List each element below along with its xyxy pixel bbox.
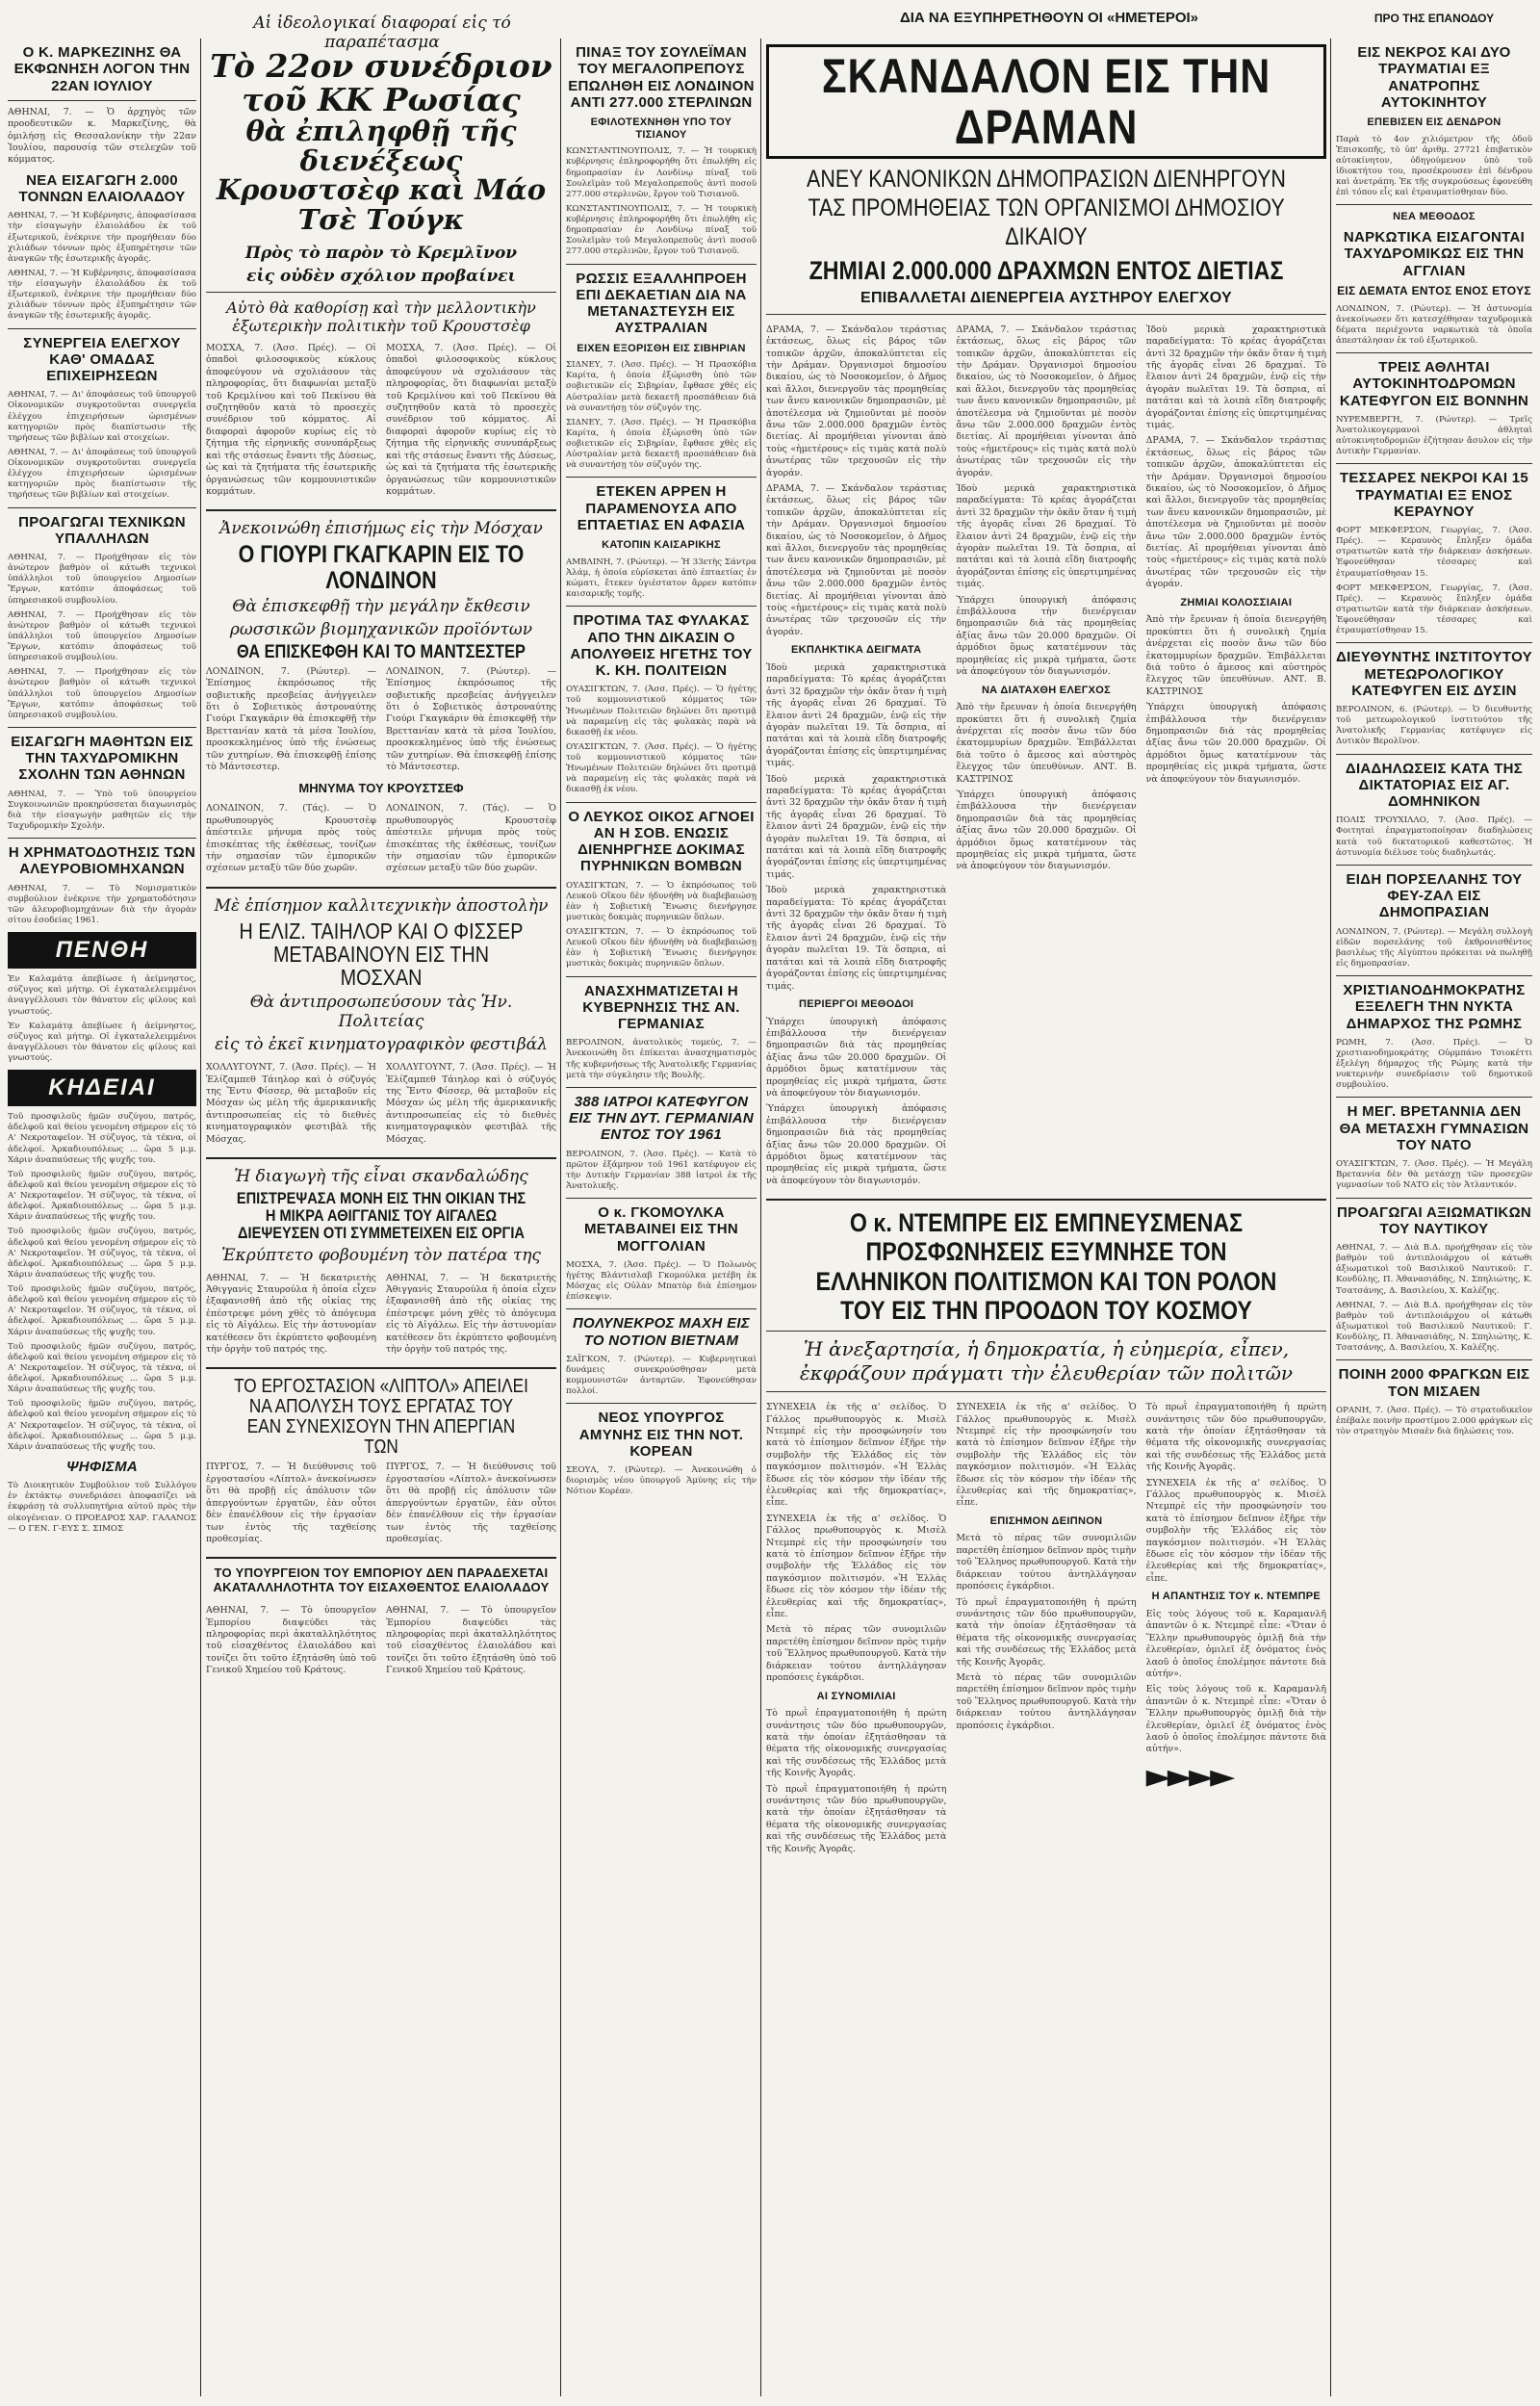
headline: ΔΙΕΥΘΥΝΤΗΣ ΙΝΣΤΙΤΟΥΤΟΥ ΜΕΤΕΩΡΟΛΟΓΙΚΟΥ ΚΑΤΕΦΥΓΕΝ ΕΙΣ ΔΥΣΙΝ [1336,649,1532,699]
col3-top-label: ΔΙΑ ΝΑ ΕΞΥΠΗΡΕΤΗΘΟΥΝ ΟΙ «ΗΜΕΤΕΡΟΙ» [899,10,1199,26]
article-text: ΒΕΡΟΛΙΝΟΝ, 7. (Ἀσσ. Πρές). — Κατὰ τὸ πρῶτον ἑξάμηνον τοῦ 1961 κατέφυγον εἰς τὴν Δυτικὴν Γερμανίαν 388 ἰατροὶ ἐκ τῆς Ἀνατολικῆς. [566,1149,757,1191]
headline: ΠΡΟΤΙΜΑ ΤΑΣ ΦΥΛΑΚΑΣ ΑΠΟ ΤΗΝ ΔΙΚΑΣΙΝ Ο ΑΠΟΛΥΘΕΙΣ ΗΓΕΤΗΣ ΤΟΥ Κ. ΚΗ. ΠΟΛΙΤΕΙΩΝ [570,612,753,680]
headline: ΝΕΟΣ ΥΠΟΥΡΓΟΣ ΑΜΥΝΗΣ ΕΙΣ ΤΗΝ ΝΟΤ. ΚΟΡΕΑΝ [578,1410,744,1460]
article-text: Τοῦ προσφιλοῦς ἡμῶν συζύγου, πατρός, ἀδελφοῦ καὶ θείου γενομένη σήμερον εἰς τὸ Α' Νεκροταφεῖον. Ἡ σύζυγος, τὰ τέκνα, οἱ ἀδελφοί. Ἀρκαδιουπόλεως ... ὥρα 5 μ.μ. Χάριν ἀναπαύσεως τῆς ψυχῆς του. [8,1341,196,1395]
column-5 [1336,39,1532,2396]
headline: Η ΜΕΓ. ΒΡΕΤΑΝΝΙΑ ΔΕΝ ΘΑ ΜΕΤΑΣΧΗ ΓΥΜΝΑΣΙΩΝ ΤΟΥ ΝΑΤΟ [1339,1103,1529,1153]
article-text: Ἰδοὺ μερικὰ χαρακτηριστικὰ παραδείγματα: Τὸ κρέας ἀγοράζεται ἀντὶ 32 δραχμῶν τὴν ὀκᾶν ὅταν ἡ τιμὴ τῆς ἀγορᾶς εἶναι 26 δραχμαί. Τὸ ἔλαιον ἀντὶ 24 δραχμῶν, ἐνῷ εἰς τὴν ἀγορὰν πωλεῖται 19. Τὰ ὄσπρια, αἱ πατάται καὶ τὰ λοιπὰ εἴδη διατροφῆς ἀγοράζονται ἐπίσης εἰς ὑπερτιμημένας τιμάς. [956,483,1137,590]
continuation-arrows: ►►►► [1145,1756,1232,1796]
article-text: ΣΥΝΕΧΕΙΑ ἐκ τῆς α' σελίδος. Ὁ Γάλλος πρωθυπουργὸς κ. Μισὲλ Ντεμπρὲ εἰς τὴν προσφώνησίν του κατὰ τὸ ἐπίσημον δεῖπνον ἐξῆρε τὴν συμβολὴν τῆς Ἑλλάδος εἰς τὸν παγκόσμιον πολιτισμόν. «Ἡ Ἑλλὰς ἔδωσε εἰς τὸν κόσμον τὴν ἰδέαν τῆς ἐλευθερίας καὶ τῆς δημοκρατίας», εἶπε. [766,1402,947,1509]
article-text: Ἐν Καλαμάτᾳ ἀπεβίωσε ἡ ἀείμνηστος, σύζυγος καὶ μήτηρ. Οἱ ἐγκαταλελειμμένοι ἀναγγέλλουσι τὸν θάνατον εἰς φίλους καὶ γνωστούς. [8,974,196,1017]
headline: ΠΡΟΑΓΩΓΑΙ ΤΕΧΝΙΚΩΝ ΥΠΑΛΛΗΛΩΝ [18,513,186,547]
headline: Ο ΛΕΥΚΟΣ ΟΙΚΟΣ ΑΓΝΟΕΙ ΑΝ Η ΣΟΒ. ΕΝΩΣΙΣ ΔΙΕΝΗΡΓΗΣΕ ΔΟΚΙΜΑΣ ΠΥΡΗΝΙΚΩΝ ΒΟΜΒΩΝ [568,808,755,875]
headline: ΧΡΙΣΤΙΑΝΟΔΗΜΟΚΡΑΤΗΣ ΕΞΕΛΕΓΗ ΤΗΝ ΝΥΚΤΑ ΔΗΜΑΡΧΟΣ ΤΗΣ ΡΩΜΗΣ [1343,982,1526,1032]
article-text: ΑΘΗΝΑΙ, 7. — Ἡ δεκατριετὴς Ἀθιγγανὶς Σταυρούλα ἡ ὁποία εἶχεν ἐξαφανισθῆ ἀπὸ τῆς οἰκίας της ἐπέστρεψε μόνη χθὲς τὸ ἀπόγευμα εἰς τὸ Αἰγάλεω. Εἰς τὴν ἀστυνομίαν κατέθεσεν ὅτι ἐκρύπτετο φοβουμένη τὴν ὀργὴν τοῦ πατρός της. [386,1272,556,1356]
headline: 388 ΙΑΤΡΟΙ ΚΑΤΕΦΥΓΟΝ ΕΙΣ ΤΗΝ ΔΥΤ. ΓΕΡΜΑΝΙΑΝ ΕΝΤΟΣ ΤΟΥ 1961 [569,1093,754,1144]
article-text: Εἰς τοὺς λόγους τοῦ κ. Καραμανλῆ ἀπαντῶν ὁ κ. Ντεμπρὲ εἶπε: «Ὅταν ὁ Ἕλλην πρωθυπουργὸς ὁμιλῇ διὰ τὴν ἐλευθερίαν, ὁμιλεῖ ἐξ ὀνόματος ἑνὸς λαοῦ ὁ ὁποῖος ἐπολέμησε πάντοτε διὰ αὐτήν». [1145,1684,1326,1755]
article-text: Τὸ πρωῒ ἐπραγματοποιήθη ἡ πρώτη συνάντησις τῶν δύο πρωθυπουργῶν, κατὰ τὴν ὁποίαν ἐξητάσθησαν τὰ θέματα τῆς οἰκονομικῆς συνεργασίας καὶ τῆς συνδέσεως τῆς Ἑλλάδος μετὰ τῆς Κοινῆς Ἀγορᾶς. [956,1596,1137,1668]
headline-main-left: θὰ ἐπιληφθῇ τῆς διενέξεως [245,115,517,177]
article-text: ΟΥΑΣΙΓΚΤΩΝ, 7. (Ἀσσ. Πρές). — Ἡ Μεγάλη Βρεταννία δὲν θὰ μετάσχῃ τῶν προσεχῶν γυμνασίων τοῦ ΝΑΤΟ εἰς τὸν Ἀτλαντικόν. [1336,1159,1532,1191]
article-text: ΟΥΑΣΙΓΚΤΩΝ, 7. (Ἀσσ. Πρές). — Ὁ ἡγέτης τοῦ κομμουνιστικοῦ κόμματος τῶν Ἡνωμένων Πολιτειῶν δηλώνει ὅτι προτιμᾷ νὰ παραμείνῃ εἰς τὰς φυλακὰς παρὰ νὰ δικασθῇ ἐκ νέου. [566,741,757,795]
column-rule [200,39,201,2396]
column-rule [1330,39,1331,2396]
article-text: ΑΘΗΝΑΙ, 7. — Δι' ἀποφάσεως τοῦ ὑπουργοῦ Οἰκονομικῶν συγκροτοῦνται συνεργεῖα ἐλέγχου ἐπιχειρήσεων ὡρισμένων κατηγοριῶν πρὸς διαπίστωσιν τῆς τηρήσεως τῶν βιβλίων καὶ στοιχείων. [8,390,196,443]
subheadline: εἰς οὐδὲν σχόλιον προβαίνει [246,267,516,287]
article-text: ΚΩΝΣΤΑΝΤΙΝΟΥΠΟΛΙΣ, 7. — Ἡ τουρκικὴ κυβέρνησις ἐπληροφορήθη ὅτι ἐπωλήθη εἰς δημοπρασίαν ἐν Λονδίνῳ πίναξ τοῦ Σουλεϊμὰν τοῦ Μεγαλοπρεποῦς ἀντὶ ποσοῦ 277.000 στερλινῶν, ἔργον τοῦ Τισιανοῦ. [566,146,757,199]
headline: Ο κ. ΓΚΟΜΟΥΛΚΑ ΜΕΤΑΒΑΙΝΕΙ ΕΙΣ ΤΗΝ ΜΟΓΓΟΛΙΑΝ [584,1204,738,1255]
article-text: ΣΥΝΕΧΕΙΑ ἐκ τῆς α' σελίδος. Ὁ Γάλλος πρωθυπουργὸς κ. Μισὲλ Ντεμπρὲ εἰς τὴν προσφώνησίν του κατὰ τὸ ἐπίσημον δεῖπνον ἐξῆρε τὴν συμβολὴν τῆς Ἑλλάδος εἰς τὸν παγκόσμιον πολιτισμόν. «Ἡ Ἑλλὰς ἔδωσε εἰς τὸν κόσμον τὴν ἰδέαν τῆς ἐλευθερίας καὶ τῆς δημοκρατίας», εἶπε. [1145,1477,1326,1584]
article-text: ΟΥΑΣΙΓΚΤΩΝ, 7. (Ἀσσ. Πρές). — Ὁ ἡγέτης τοῦ κομμουνιστικοῦ κόμματος τῶν Ἡνωμένων Πολιτειῶν δηλώνει ὅτι προτιμᾷ νὰ παραμείνῃ εἰς τὰς φυλακὰς παρὰ νὰ δικασθῇ ἐκ νέου. [566,685,757,737]
headline: ΡΩΣΣΙΣ ΕΞΑΛΛΗΠΡΟΕΗ ΕΠΙ ΔΕΚΑΕΤΙΑΝ ΔΙΑ ΝΑ ΜΕΤΑΝΑΣΤΕΥΣΗ ΕΙΣ ΑΥΣΤΡΑΛΙΑΝ [576,270,747,337]
article-text: ΔΡΑΜΑ, 7. — Σκάνδαλον τεράστιας ἐκτάσεως, ὅλως εἰς βάρος τῶν τοπικῶν ἀρχῶν, ἀποκαλύπτεται εἰς τὴν Δράμαν. Ὀργανισμοὶ δημοσίου δικαίου, ὡς τὸ Νοσοκομεῖον, ὁ Δῆμος καὶ ἄλλοι, διενεργοῦν τὰς προμηθείας των ἄνευ κανονικῶν δημοπρασιῶν, μὲ ἀποτέλεσμα νὰ ζημιοῦνται μὲ ποσὸν ἄνω τῶν 2.000.000 δραχμῶν ἐντὸς διετίας. Αἱ προμήθειαι γίνονται ἀπὸ τοὺς «ἡμετέρους» εἰς τιμὰς κατὰ πολὺ ἀνωτέρας τῶν τρεχουσῶν εἰς τὴν ἀγοράν. [956,323,1137,479]
subheadline: ΑΝΕΥ ΚΑΝΟΝΙΚΩΝ ΔΗΜΟΠΡΑΣΙΩΝ ΔΙΕΝΗΡΓΟΥΝ ΤΑΣ ΠΡΟΜΗΘΕΙΑΣ ΤΩΝ ΟΡΓΑΝΙΣΜΟΙ ΔΗΜΟΣΙΟΥ ΔΙΚΑΙΟΥ [807,166,1286,250]
article-text: ΛΟΝΔΙΝΟΝ, 7. (Ρώυτερ). — Ἡ ἀστυνομία ἀνεκοίνωσεν ὅτι κατεσχέθησαν ταχυδρομικὰ δέματα περιέχοντα ναρκωτικὰ τὰ ὁποῖα ἀπεστάλησαν ἐκ τοῦ ἐξωτερικοῦ. [1336,303,1532,346]
article-text: ΧΟΛΛΥΓΟΥΝΤ, 7. (Ἀσσ. Πρές). — Ἡ Ἐλίζαμπεθ Τάιηλορ καὶ ὁ σύζυγός της Ἔντυ Φίσσερ, θὰ μεταβοῦν εἰς Μόσχαν ὡς μέλη τῆς ἀμερικανικῆς ἀντιπροσωπείας εἰς τὸ διεθνὲς κινηματογραφικὸν φεστιβὰλ τῆς Μόσχας. [386,1062,556,1145]
section-subhead: ΖΗΜΙΑΙ ΚΟΛΟΣΣΙΑΙΑΙ [1180,596,1293,608]
pull-quote: Ἡ ἀνεξαρτησία, ἡ δημοκρατία, ἡ εὐημερία, εἶπεν, ἐκφράζουν πράγματι τὴν ἐλευθερίαν τῶν πολιτῶν [799,1337,1294,1385]
article-text: ΑΜΒΛΙΝΗ, 7. (Ρώυτερ). — Ἡ 33ετὴς Σάντρα Ἀλάμ, ἡ ὁποία εὑρίσκεται ἀπὸ ἑπταετίας ἐν κώματι, ἔτεκεν ὑγιέστατον ἄρρεν κατόπιν καισαρικῆς τομῆς. [566,556,757,600]
article-text: Ὑπάρχει ὑπουργικὴ ἀπόφασις ἐπιβάλλουσα τὴν διενέργειαν δημοπρασιῶν διὰ τὰς προμηθείας ἀξίας ἄνω τῶν 20.000 δραχμῶν. Οἱ ἁρμόδιοι ὅμως κατατέμνουν τὰς προμηθείας εἰς μικρὰ τμήματα, ὥστε νὰ ἀποφεύγουν τὸν διαγωνισμόν. [766,1103,947,1186]
main-column [766,39,1326,2396]
main-headline: ΣΚΑΝΔΑΛΟΝ ΕΙΣ ΤΗΝ ΔΡΑΜΑΝ [821,49,1271,154]
article-text: Μετὰ τὸ πέρας τῶν συνομιλιῶν παρετέθη ἐπίσημον δεῖπνον πρὸς τιμὴν τοῦ Ἕλληνος πρωθυπουργοῦ. Κατὰ τὴν διάρκειαν τούτου ἀντηλλάγησαν προπόσεις ἐγκάρδιοι. [766,1624,947,1684]
article-text: Ἰδοὺ μερικὰ χαρακτηριστικὰ παραδείγματα: Τὸ κρέας ἀγοράζεται ἀντὶ 32 δραχμῶν τὴν ὀκᾶν ὅταν ἡ τιμὴ τῆς ἀγορᾶς εἶναι 26 δραχμαί. Τὸ ἔλαιον ἀντὶ 24 δραχμῶν, ἐνῷ εἰς τὴν ἀγορὰν πωλεῖται 19. Τὰ ὄσπρια, αἱ πατάται καὶ τὰ λοιπὰ εἴδη διατροφῆς ἀγοράζονται ἐπίσης εἰς ὑπερτιμημένας τιμάς. [766,773,947,880]
article-text: ΣΥΝΕΧΕΙΑ ἐκ τῆς α' σελίδος. Ὁ Γάλλος πρωθυπουργὸς κ. Μισὲλ Ντεμπρὲ εἰς τὴν προσφώνησίν του κατὰ τὸ ἐπίσημον δεῖπνον ἐξῆρε τὴν συμβολὴν τῆς Ἑλλάδος εἰς τὸν παγκόσμιον πολιτισμόν. «Ἡ Ἑλλὰς ἔδωσε εἰς τὸν κόσμον τὴν ἰδέαν τῆς ἐλευθερίας καὶ τῆς δημοκρατίας», εἶπε. [956,1402,1137,1509]
article-text: Ὑπάρχει ὑπουργικὴ ἀπόφασις ἐπιβάλλουσα τὴν διενέργειαν δημοπρασιῶν διὰ τὰς προμηθείας ἀξίας ἄνω τῶν 20.000 δραχμῶν. Οἱ ἁρμόδιοι ὅμως κατατέμνουν τὰς προμηθείας εἰς μικρὰ τμήματα, ὥστε νὰ ἀποφεύγουν τὸν διαγωνισμόν. [1145,702,1326,785]
article-text: Ἰδοὺ μερικὰ χαρακτηριστικὰ παραδείγματα: Τὸ κρέας ἀγοράζεται ἀντὶ 32 δραχμῶν τὴν ὀκᾶν ὅταν ἡ τιμὴ τῆς ἀγορᾶς εἶναι 26 δραχμαί. Τὸ ἔλαιον ἀντὶ 24 δραχμῶν, ἐνῷ εἰς τὴν ἀγορὰν πωλεῖται 19. Τὰ ὄσπρια, αἱ πατάται καὶ τὰ λοιπὰ εἴδη διατροφῆς ἀγοράζονται ἐπίσης εἰς ὑπερτιμημένας τιμάς. [766,885,947,992]
headline: Η ΕΛΙΖ. ΤΑΙΗΛΟΡ ΚΑΙ Ο ΦΙΣΣΕΡ ΜΕΤΑΒΑΙΝΟΥΝ ΕΙΣ ΤΗΝ ΜΟΣΧΑΝ [239,918,524,991]
subheadline: ΕΠΕΒΙΣΕΝ ΕΙΣ ΔΕΝΔΡΟΝ [1367,116,1502,128]
article-text: Ἰδοὺ μερικὰ χαρακτηριστικὰ παραδείγματα: Τὸ κρέας ἀγοράζεται ἀντὶ 32 δραχμῶν τὴν ὀκᾶν ὅταν ἡ τιμὴ τῆς ἀγορᾶς εἶναι 26 δραχμαί. Τὸ ἔλαιον ἀντὶ 24 δραχμῶν, ἐνῷ εἰς τὴν ἀγορὰν πωλεῖται 19. Τὰ ὄσπρια, αἱ πατάται καὶ τὰ λοιπὰ εἴδη διατροφῆς ἀγοράζονται ἐπίσης εἰς ὑπερτιμημένας τιμάς. [766,661,947,769]
column-3 [566,39,757,2396]
article-text: ΑΘΗΝΑΙ, 7. — Προήχθησαν εἰς τὸν ἀνώτερον βαθμὸν οἱ κάτωθι τεχνικοὶ ὑπάλληλοι τοῦ ὑπουργείου Δημοσίων Ἔργων, κατόπιν ἀποφάσεως τοῦ ὑπηρεσιακοῦ συμβουλίου. [8,553,196,606]
article-text: ΑΘΗΝΑΙ, 7. — Ἡ Κυβέρνησις, ἀποφασίσασα τὴν εἰσαγωγὴν ἐλαιολάδου ἐκ τοῦ ἐξωτερικοῦ, ἐνέκρινε τὴν προμήθειαν δύο χιλιάδων τόννων πρὸς ἐξυπηρέτησιν τῶν ἀναγκῶν τῆς ἐσωτερικῆς ἀγορᾶς. [8,268,196,322]
article-text: Τὸ πρωῒ ἐπραγματοποιήθη ἡ πρώτη συνάντησις τῶν δύο πρωθυπουργῶν, κατὰ τὴν ὁποίαν ἐξητάσθησαν τὰ θέματα τῆς οἰκονομικῆς συνεργασίας καὶ τῆς συνδέσεως τῆς Ἑλλάδος μετὰ τῆς Κοινῆς Ἀγορᾶς. [1145,1402,1326,1473]
article-text: ΒΕΡΟΛΙΝΟΝ, 6. (Ρώυτερ). — Ὁ διευθυντὴς τοῦ μετεωρολογικοῦ ἰνστιτούτου τῆς Ἀνατολικῆς Γερμανίας κατέφυγεν εἰς Δυτικὸν Βερολῖνον. [1336,705,1532,747]
article-text: ΑΘΗΝΑΙ, 7. — Προήχθησαν εἰς τὸν ἀνώτερον βαθμὸν οἱ κάτωθι τεχνικοὶ ὑπάλληλοι τοῦ ὑπουργείου Δημοσίων Ἔργων, κατόπιν ἀποφάσεως τοῦ ὑπηρεσιακοῦ συμβουλίου. [8,609,196,663]
article-text: Τοῦ προσφιλοῦς ἡμῶν συζύγου, πατρός, ἀδελφοῦ καὶ θείου γενομένη σήμερον εἰς τὸ Α' Νεκροταφεῖον. Ἡ σύζυγος, τὰ τέκνα, οἱ ἀδελφοί. Ἀρκαδιουπόλεως ... ὥρα 5 μ.μ. Χάριν ἀναπαύσεως τῆς ψυχῆς του. [8,1227,196,1280]
headline-debre: Ο κ. ΝΤΕΜΠΡΕ ΕΙΣ ΕΜΠΝΕΥΣΜΕΝΑΣ ΠΡΟΣΦΩΝΗΣΕΙΣ ΕΞΥΜΝΗΣΕ ΤΟΝ ΕΛΛΗΝΙΚΟΝ ΠΟΛΙΤΙΣΜΟΝ ΚΑΙ ΤΟΝ ΡΟΛΟΝ ΤΟΥ ΕΙΣ ΤΗΝ ΠΡΟΟΔΟΝ ΤΟΥ ΚΟΣΜΟΥ [815,1208,1277,1325]
article-text: Τὸ Διοικητικὸν Συμβούλιον τοῦ Συλλόγου ἐν ἐκτάκτῳ συνεδριάσει ἀποφασίζει νὰ ἐκφράσῃ τὰ συλλυπητήρια αὐτοῦ πρὸς τὴν οἰκογένειαν. Ο ΠΡΟΕΔΡΟΣ ΧΑΡ. ΓΑΛΑΝΟΣ — Ο ΓΕΝ. Γ-ΕΥΣ Σ. ΣΙΜΟΣ [8,1481,196,1534]
article-text: Μετὰ τὸ πέρας τῶν συνομιλιῶν παρετέθη ἐπίσημον δεῖπνον πρὸς τιμὴν τοῦ Ἕλληνος πρωθυπουργοῦ. Κατὰ τὴν διάρκειαν τούτου ἀντηλλάγησαν προπόσεις ἐγκάρδιοι. [956,1671,1137,1731]
article-text: ΑΘΗΝΑΙ, 7. — Ἡ Κυβέρνησις, ἀποφασίσασα τὴν εἰσαγωγὴν ἐλαιολάδου ἐκ τοῦ ἐξωτερικοῦ, ἐνέκρινε τὴν προμήθειαν δύο χιλιάδων τόννων πρὸς ἐξυπηρέτησιν τῶν ἀναγκῶν τῆς ἐσωτερικῆς ἀγορᾶς. [8,211,196,264]
article-text: ΜΟΣΧΑ, 7. (Ἀσσ. Πρές). — Οἱ ὁπαδοὶ φιλοσοφικοὺς κύκλους ἀποφεύγουν νὰ σχολιάσουν τὰς πληροφορίας, ὅτι διαφωνίαι μεταξὺ τοῦ Κρεμλίνου καὶ τοῦ Πεκίνου θὰ συζητηθοῦν κατὰ τὸ προσεχὲς συνέδριον τοῦ κόμματος. Αἱ διαφοραὶ ἀφοροῦν κυρίως εἰς τὸ ζήτημα τῆς εἰρηνικῆς συνυπάρξεως καὶ τῆς στάσεως ἔναντι τῆς Δύσεως, ὡς καὶ τὰ ζητήματα τῆς ἐσωτερικῆς ὀργανώσεως τῶν κομμουνιστικῶν κομμάτων. [386,343,556,497]
section-subhead: ΕΚΠΛΗΚΤΙΚΑ ΔΕΙΓΜΑΤΑ [790,644,922,657]
headline: ΝΕΑ ΕΙΣΑΓΩΓΗ 2.000 ΤΟΝΝΩΝ ΕΛΑΙΟΛΑΔΟΥ [18,171,186,206]
subheadline: ΜΗΝΥΜΑ ΤΟΥ ΚΡΟΥΣΤΣΕΦ [298,781,464,796]
article-text: Ἐν Καλαμάτᾳ ἀπεβίωσε ἡ ἀείμνηστος, σύζυγος καὶ μήτηρ. Οἱ ἐγκαταλελειμμένοι ἀναγγέλλουσι τὸν θάνατον εἰς φίλους καὶ γνωστούς. [8,1021,196,1064]
article-text: ΟΥΑΣΙΓΚΤΩΝ, 7. — Ὁ ἐκπρόσωπος τοῦ Λευκοῦ Οἴκου δὲν ἠδυνήθη νὰ διαβεβαιώσῃ ἐὰν ἡ Σοβιετικὴ Ἕνωσις διενήργησε μυστικὰς δοκιμὰς πυρηνικῶν ὅπλων. [566,880,757,922]
article-text: ΑΘΗΝΑΙ, 7. — Διὰ Β.Δ. προήχθησαν εἰς τὸν βαθμὸν τοῦ ἀντιπλοιάρχου οἱ κάτωθι ἀξιωματικοὶ τοῦ Βασιλικοῦ Ναυτικοῦ: Γ. Κονδύλης, Π. Ἀθανασιάδης, Ν. Σπηλιώτης, Κ. Τσατσάνης, Δ. Βασιλείου, Χ. Καλέζης. [1336,1300,1532,1354]
article-text: Εἰς τοὺς λόγους τοῦ κ. Καραμανλῆ ἀπαντῶν ὁ κ. Ντεμπρὲ εἶπε: «Ὅταν ὁ Ἕλλην πρωθυπουργὸς ὁμιλῇ διὰ τὴν ἐλευθερίαν, ὁμιλεῖ ἐξ ὀνόματος ἑνὸς λαοῦ ὁ ὁποῖος ἐπολέμησε πάντοτε διὰ αὐτήν». [1145,1608,1326,1679]
article-text: ΑΘΗΝΑΙ, 7. — Ἡ δεκατριετὴς Ἀθιγγανὶς Σταυρούλα ἡ ὁποία εἶχεν ἐξαφανισθῆ ἀπὸ τῆς οἰκίας της ἐπέστρεψε μόνη χθὲς τὸ ἀπόγευμα εἰς τὸ Αἰγάλεω. Εἰς τὴν ἀστυνομίαν κατέθεσεν ὅτι ἐκρύπτετο φοβουμένη τὴν ὀργὴν τοῦ πατρός της. [206,1272,376,1356]
article-text: ΜΟΣΧΑ, 7. (Ἀσσ. Πρές). — Οἱ ὁπαδοὶ φιλοσοφικοὺς κύκλους ἀποφεύγουν νὰ σχολιάσουν τὰς πληροφορίας, ὅτι διαφωνίαι μεταξὺ τοῦ Κρεμλίνου καὶ τοῦ Πεκίνου θὰ συζητηθοῦν κατὰ τὸ προσεχὲς συνέδριον τοῦ κόμματος. Αἱ διαφοραὶ ἀφοροῦν κυρίως εἰς τὸ ζήτημα τῆς εἰρηνικῆς συνυπάρξεως καὶ τῆς στάσεως ἔναντι τῆς Δύσεως, ὡς καὶ τὰ ζητήματα τῆς ἐσωτερικῆς ὀργανώσεως τῶν κομμουνιστικῶν κομμάτων. [206,343,376,497]
subheadline: ΖΗΜΙΑΙ 2.000.000 ΔΡΑΧΜΩΝ ΕΝΤΟΣ ΔΙΕΤΙΑΣ [808,256,1284,285]
article-text: Ὑπάρχει ὑπουργικὴ ἀπόφασις ἐπιβάλλουσα τὴν διενέργειαν δημοπρασιῶν διὰ τὰς προμηθείας ἀξίας ἄνω τῶν 20.000 δραχμῶν. Οἱ ἁρμόδιοι ὅμως κατατέμνουν τὰς προμηθείας εἰς μικρὰ τμήματα, ὥστε νὰ ἀποφεύγουν τὸν διαγωνισμόν. [766,1016,947,1099]
article-text: ΛΟΝΔΙΝΟΝ, 7. (Ρώυτερ). — Ἐπίσημος ἐκπρόσωπος τῆς σοβιετικῆς πρεσβείας ἀνήγγειλεν ὅτι ὁ Σοβιετικὸς ἀστροναύτης Γιούρι Γκαγκάριν θὰ ἐπισκεφθῇ τὴν Βρεττανίαν κατὰ τὰ μέσα Ἰουλίου, προσκεκλημένος ὑπὸ τῆς ἐνώσεως τῶν χυτηρίων. Θὰ ἐπισκεφθῇ ἐπίσης τὸ Μάντσεστερ. [386,665,556,772]
article-text: ΡΩΜΗ, 7. (Ἀσσ. Πρές). — Ὁ χριστιανοδημοκράτης Οὐρμπάνο Τσιοκέττι ἐξελέγη δήμαρχος τῆς Ρώμης κατὰ τὴν νυκτερινὴν συνεδρίασιν τοῦ δημοτικοῦ συμβουλίου. [1336,1037,1532,1091]
article-text: ΔΡΑΜΑ, 7. — Σκάνδαλον τεράστιας ἐκτάσεως, ὅλως εἰς βάρος τῶν τοπικῶν ἀρχῶν, ἀποκαλύπτεται εἰς τὴν Δράμαν. Ὀργανισμοὶ δημοσίου δικαίου, ὡς τὸ Νοσοκομεῖον, ὁ Δῆμος καὶ ἄλλοι, διενεργοῦν τὰς προμηθείας των ἄνευ κανονικῶν δημοπρασιῶν, μὲ ἀποτέλεσμα νὰ ζημιοῦνται μὲ ποσὸν ἄνω τῶν 2.000.000 δραχμῶν ἐντὸς διετίας. Αἱ προμήθειαι γίνονται ἀπὸ τοὺς «ἡμετέρους» εἰς τιμὰς κατὰ πολὺ ἀνωτέρας τῶν τρεχουσῶν εἰς τὴν ἀγοράν. [766,323,947,479]
article-text: ΠΥΡΓΟΣ, 7. — Ἡ διεύθυνσις τοῦ ἐργοστασίου «Λίπτολ» ἀνεκοίνωσεν ὅτι θὰ προβῇ εἰς ἀπόλυσιν τῶν ἀπεργούντων ἐργατῶν, ἐὰν οὗτοι δὲν ἐπανέλθουν εἰς τὴν ἐργασίαν των ἐντὸς τῆς ταχθείσης προθεσμίας. [206,1462,376,1544]
headline: Ο Κ. ΜΑΡΚΕΖΙΝΗΣ ΘΑ ΕΚΦΩΝΗΣΗ ΛΟΓΟΝ ΤΗΝ 22ΑΝ ΙΟΥΛΙΟΥ [13,44,191,94]
subheadline: ΕΙΧΕΝ ΕΞΟΡΙΣΘΗ ΕΙΣ ΣΙΒΗΡΙΑΝ [577,342,746,354]
subheadline: Θὰ ἀντιπροσωπεύσουν τὰς Ἡν. Πολιτείας [249,993,513,1032]
subheadline: Μὲ ἐπίσημον καλλιτεχνικὴν ἀποστολὴν [214,895,549,916]
article-text: Ὑπάρχει ὑπουργικὴ ἀπόφασις ἐπιβάλλουσα τὴν διενέργειαν δημοπρασιῶν διὰ τὰς προμηθείας ἀξίας ἄνω τῶν 20.000 δραχμῶν. Οἱ ἁρμόδιοι ὅμως κατατέμνουν τὰς προμηθείας εἰς μικρὰ τμήματα, ὥστε νὰ ἀποφεύγουν τὸν διαγωνισμόν. [956,789,1137,872]
article-text: Τοῦ προσφιλοῦς ἡμῶν συζύγου, πατρός, ἀδελφοῦ καὶ θείου γενομένη σήμερον εἰς τὸ Α' Νεκροταφεῖον. Ἡ σύζυγος, τὰ τέκνα, οἱ ἀδελφοί. Ἀρκαδιουπόλεως ... ὥρα 5 μ.μ. Χάριν ἀναπαύσεως τῆς ψυχῆς του. [8,1399,196,1452]
subheadline: Ἐκρύπτετο φοβουμένη τὸν πατέρα της [221,1245,541,1265]
headline: ΔΙΑΔΗΛΩΣΕΙΣ ΚΑΤΑ ΤΗΣ ΔΙΚΤΑΤΟΡΙΑΣ ΕΙΣ ΑΓ. ΔΟΜΗΝΙΚΟΝ [1345,760,1524,811]
main-headline-box [766,44,1326,159]
section-banner-penthi: ΠΕΝΘΗ [8,932,196,969]
section-subhead: ΠΕΡΙΕΡΓΟΙ ΜΕΘΟΔΟΙ [799,997,914,1010]
article-text: ΑΘΗΝΑΙ, 7. — Δι' ἀποφάσεως τοῦ ὑπουργοῦ Οἰκονομικῶν συγκροτοῦνται συνεργεῖα ἐλέγχου ἐπιχειρήσεων ὡρισμένων κατηγοριῶν πρὸς διαπίστωσιν τῆς τηρήσεως τῶν βιβλίων καὶ στοιχείων. [8,447,196,501]
article-text: Παρὰ τὸ 4ον χιλιόμετρον τῆς ὁδοῦ Ἐπισκοπῆς, τὸ ὑπ' ἀριθμ. 27721 ἐπιβατικὸν αὐτοκίνητον, ὁδηγούμενον ὑπὸ τοῦ ἰδιοκτήτου του, προσέκρουσεν ἐπὶ δένδρου καὶ ἀνετράπη. Ἐκ τῆς συγκρούσεως ἐφονεύθη ἐπὶ τόπου εἷς καὶ ἐτραυματίσθησαν δύο. [1336,134,1532,198]
article-text: ΛΟΝΔΙΝΟΝ, 7. (Ρώυτερ). — Ἐπίσημος ἐκπρόσωπος τῆς σοβιετικῆς πρεσβείας ἀνήγγειλεν ὅτι ὁ Σοβιετικὸς ἀστροναύτης Γιούρι Γκαγκάριν θὰ ἐπισκεφθῇ τὴν Βρεττανίαν κατὰ τὰ μέσα Ἰουλίου, προσκεκλημένος ὑπὸ τῆς ἐνώσεως τῶν χυτηρίων. Θὰ ἐπισκεφθῇ ἐπίσης τὸ Μάντσεστερ. [206,665,376,772]
column-1 [8,39,196,2396]
article-text: Μετὰ τὸ πέρας τῶν συνομιλιῶν παρετέθη ἐπίσημον δεῖπνον πρὸς τιμὴν τοῦ Ἕλληνος πρωθυπουργοῦ. Κατὰ τὴν διάρκειαν τούτου ἀντηλλάγησαν προπόσεις ἐγκάρδιοι. [956,1533,1137,1592]
section-subhead: Η ΑΠΑΝΤΗΣΙΣ ΤΟΥ κ. ΝΤΕΜΠΡΕ [1151,1591,1321,1603]
headline: ΕΙΔΗ ΠΟΡΣΕΛΑΝΗΣ ΤΟΥ ΦΕΥ-ΖΑΛ ΕΙΣ ΔΗΜΟΠΡΑΣΙΑΝ [1346,870,1523,921]
col5-top-label: ΠΡΟ ΤΗΣ ΕΠΑΝΟΔΟΥ [1373,12,1495,25]
headline: ΤΕΣΣΑΡΕΣ ΝΕΚΡΟΙ ΚΑΙ 15 ΤΡΑΥΜΑΤΙΑΙ ΕΞ ΕΝΟΣ ΚΕΡΑΥΝΟΥ [1339,470,1529,520]
article-text: ΑΘΗΝΑΙ, 7. — Τὸ ὑπουργεῖον Ἐμπορίου διαψεύδει τὰς πληροφορίας περὶ ἀκαταλληλότητος τοῦ εἰσαχθέντος ἐλαιολάδου καὶ τονίζει ὅτι τοῦτο ἐξητάσθη ὑπὸ τοῦ Γενικοῦ Χημείου τοῦ Κράτους. [206,1605,376,1676]
article-text: ΟΡΑΝΗ, 7. (Ἀσσ. Πρές). — Τὸ στρατοδικεῖον ἐπέβαλε ποινὴν προστίμου 2.000 φράγκων εἰς τὸν στρατηγὸν Μισαὲν διὰ δηλώσεις του. [1336,1405,1532,1437]
article-text: Τὸ πρωῒ ἐπραγματοποιήθη ἡ πρώτη συνάντησις τῶν δύο πρωθυπουργῶν, κατὰ τὴν ὁποίαν ἐξητάσθησαν τὰ θέματα τῆς οἰκονομικῆς συνεργασίας καὶ τῆς συνδέσεως τῆς Ἑλλάδος μετὰ τῆς Κοινῆς Ἀγορᾶς. [766,1708,947,1779]
headline: ΠΟΛΥΝΕΚΡΟΣ ΜΑΧΗ ΕΙΣ ΤΟ ΝΟΤΙΟΝ ΒΙΕΤΝΑΜ [572,1315,751,1349]
headline: Η ΧΡΗΜΑΤΟΔΟΤΗΣΙΣ ΤΩΝ ΑΛΕΥΡΟΒΙΟΜΗΧΑΝΩΝ [8,844,196,878]
subheadline: ΕΠΙΒΑΛΛΕΤΑΙ ΔΙΕΝΕΡΓΕΙΑ ΑΥΣΤΗΡΟΥ ΕΛΕΓΧΟΥ [860,290,1233,307]
headline: ΤΟ ΥΠΟΥΡΓΕΙΟΝ ΤΟΥ ΕΜΠΟΡΙΟΥ ΔΕΝ ΠΑΡΑΔΕΧΕΤΑΙ ΑΚΑΤΑΛΛΗΛΟΤΗΤΑ ΤΟΥ ΕΙΣΑΧΘΕΝΤΟΣ ΕΛΑΙΟΛΑΔΟΥ [213,1565,550,1595]
headline: ΠΙΝΑΞ ΤΟΥ ΣΟΥΛΕΪΜΑΝ ΤΟΥ ΜΕΓΑΛΟΠΡΕΠΟΥΣ ΕΠΩΛΗΘΗ ΕΙΣ ΛΟΝΔΙΝΟΝ ΑΝΤΙ 277.000 ΣΤΕΡΛΙΝΩΝ [568,44,755,111]
section-subhead: ΑΙ ΣΥΝΟΜΙΛΙΑΙ [816,1690,896,1702]
article-text: ΠΥΡΓΟΣ, 7. — Ἡ διεύθυνσις τοῦ ἐργοστασίου «Λίπτολ» ἀνεκοίνωσεν ὅτι θὰ προβῇ εἰς ἀπόλυσιν τῶν ἀπεργούντων ἐργατῶν, ἐὰν οὗτοι δὲν ἐπανέλθουν εἰς τὴν ἐργασίαν των ἐντὸς τῆς ταχθείσης προθεσμίας. [386,1462,556,1544]
article-text: ΝΥΡΕΜΒΕΡΓΗ, 7. (Ρώυτερ). — Τρεῖς Ἀνατολικογερμανοὶ ἀθληταὶ αὐτοκινητοδρομιῶν ἐζήτησαν ἄσυλον εἰς τὴν Δυτικὴν Γερμανίαν. [1336,414,1532,457]
column-rule [560,39,561,2396]
article-text: ΦΟΡΤ ΜΕΚΦΕΡΣΟΝ, Γεωργίας, 7. (Ἀσσ. Πρές). — Κεραυνὸς ἔπληξεν ὁμάδα στρατιωτῶν κατὰ τὴν διάρκειαν ἀσκήσεων. Ἐφονεύθησαν τέσσαρες καὶ ἐτραυματίσθησαν 15. [1336,526,1532,579]
article-text: ΣΥΝΕΧΕΙΑ ἐκ τῆς α' σελίδος. Ὁ Γάλλος πρωθυπουργὸς κ. Μισὲλ Ντεμπρὲ εἰς τὴν προσφώνησίν του κατὰ τὸ ἐπίσημον δεῖπνον ἐξῆρε τὴν συμβολὴν τῆς Ἑλλάδος εἰς τὸν παγκόσμιον πολιτισμόν. «Ἡ Ἑλλὰς ἔδωσε εἰς τὸν κόσμον τὴν ἰδέαν τῆς ἐλευθερίας καὶ τῆς δημοκρατίας», εἶπε. [766,1513,947,1620]
headline: ΨΗΦΙΣΜΑ [65,1458,139,1475]
article-text: ΣΑΪΓΚΟΝ, 7. (Ρώυτερ). — Κυβερνητικαὶ δυνάμεις συνεκρούσθησαν μετὰ κομμουνιστῶν ἀνταρτῶν. Ἐφονεύθησαν πολλοί. [566,1354,757,1397]
subheadline: ρωσσικῶν βιομηχανικῶν προϊόντων [229,619,533,639]
section-subhead: ΝΑ ΔΙΑΤΑΧΘΗ ΕΛΕΓΧΟΣ [981,684,1112,696]
article-text: Τὸ πρωῒ ἐπραγματοποιήθη ἡ πρώτη συνάντησις τῶν δύο πρωθυπουργῶν, κατὰ τὴν ὁποίαν ἐξητάσθησαν τὰ θέματα τῆς οἰκονομικῆς συνεργασίας καὶ τῆς συνδέσεως τῆς Ἑλλάδος μετὰ τῆς Κοινῆς Ἀγορᾶς. [766,1783,947,1854]
subheadline: Αὐτὸ θὰ καθορίσῃ καὶ τὴν μελλοντικὴν ἐξωτερικὴν πολιτικὴν τοῦ Κρουστσὲφ [226,298,536,336]
article-text: ΠΟΛΙΣ ΤΡΟΥΧΙΛΛΟ, 7. (Ἀσσ. Πρές). — Φοιτηταὶ ἐπραγματοποίησαν διαδηλώσεις κατὰ τοῦ δικτατορικοῦ καθεστῶτος. Ἡ ἀστυνομία διέλυσε τοὺς διαδηλωτάς. [1336,815,1532,858]
article-text: Τοῦ προσφιλοῦς ἡμῶν συζύγου, πατρός, ἀδελφοῦ καὶ θείου γενομένη σήμερον εἰς τὸ Α' Νεκροταφεῖον. Ἡ σύζυγος, τὰ τέκνα, οἱ ἀδελφοί. Ἀρκαδιουπόλεως ... ὥρα 5 μ.μ. Χάριν ἀναπαύσεως τῆς ψυχῆς του. [8,1169,196,1223]
article-text: ΑΘΗΝΑΙ, 7. — Ὁ ἀρχηγὸς τῶν προοδευτικῶν κ. Μαρκεζίνης, θὰ ὁμιλήσῃ εἰς Θεσσαλονίκην τὴν 22αν Ἰουλίου, παρουσίᾳ τῶν στελεχῶν τοῦ κόμματος. [8,106,196,166]
article-text: Τοῦ προσφιλοῦς ἡμῶν συζύγου, πατρός, ἀδελφοῦ καὶ θείου γενομένη σήμερον εἰς τὸ Α' Νεκροταφεῖον. Ἡ σύζυγος, τὰ τέκνα, οἱ ἀδελφοί. Ἀρκαδιουπόλεως ... ὥρα 5 μ.μ. Χάριν ἀναπαύσεως τῆς ψυχῆς του. [8,1284,196,1337]
section-subhead: ΕΠΙΣΗΜΟΝ ΔΕΙΠΝΟΝ [989,1514,1103,1527]
headline: ΣΥΝΕΡΓΕΙΑ ΕΛΕΓΧΟΥ ΚΑΘ' ΟΜΑΔΑΣ ΕΠΙΧΕΙΡΗΣΕΩΝ [23,334,181,385]
article-text: ΑΘΗΝΑΙ, 7. — Τὸ ὑπουργεῖον Ἐμπορίου διαψεύδει τὰς πληροφορίας περὶ ἀκαταλληλότητος τοῦ εἰσαχθέντος ἐλαιολάδου καὶ τονίζει ὅτι τοῦτο ἐξητάσθη ὑπὸ τοῦ Γενικοῦ Χημείου τοῦ Κράτους. [386,1605,556,1676]
column-2 [206,39,556,2396]
headline: ΝΑΡΚΩΤΙΚΑ ΕΙΣΑΓΟΝΤΑΙ ΤΑΧΥΔΡΟΜΙΚΩΣ ΕΙΣ ΤΗΝ ΑΓΓΛΙΑΝ [1343,229,1526,279]
article-text: Τοῦ προσφιλοῦς ἡμῶν συζύγου, πατρός, ἀδελφοῦ καὶ θείου γενομένη σήμερον εἰς τὸ Α' Νεκροταφεῖον. Ἡ σύζυγος, τὰ τέκνα, οἱ ἀδελφοί. Ἀρκαδιουπόλεως ... ὥρα 5 μ.μ. Χάριν ἀναπαύσεως τῆς ψυχῆς του. [8,1112,196,1165]
headline: ΕΤΕΚΕΝ ΑΡΡΕΝ Η ΠΑΡΑΜΕΝΟΥΣΑ ΑΠΟ ΕΠΤΑΕΤΙΑΣ ΕΝ ΑΦΑΣΙΑ [577,483,746,533]
article-text: Ἀπὸ τὴν ἔρευναν ἡ ὁποία διενεργήθη προκύπτει ὅτι ἡ συνολικὴ ζημία ἀνέρχεται εἰς ποσὸν ἄνω τῶν δύο ἑκατομμυρίων δραχμῶν. Ἐπιβάλλεται διὰ τοῦτο ὁ ἄμεσος καὶ αὐστηρὸς ἔλεγχος τῶν ὑπευθύνων. ΑΝΤ. Β. ΚΑΣΤΡΙΝΟΣ [956,702,1137,785]
headline: Ο ΓΙΟΥΡΙ ΓΚΑΓΚΑΡΙΝ ΕΙΣ ΤΟ ΛΟΝΔΙΝΟΝ [238,541,525,594]
article-text: ΟΥΑΣΙΓΚΤΩΝ, 7. — Ὁ ἐκπρόσωπος τοῦ Λευκοῦ Οἴκου δὲν ἠδυνήθη νὰ διαβεβαιώσῃ ἐὰν ἡ Σοβιετικὴ Ἕνωσις διενήργησε μυστικὰς δοκιμὰς πυρηνικῶν ὅπλων. [566,927,757,970]
article-text: ΔΡΑΜΑ, 7. — Σκάνδαλον τεράστιας ἐκτάσεως, ὅλως εἰς βάρος τῶν τοπικῶν ἀρχῶν, ἀποκαλύπτεται εἰς τὴν Δράμαν. Ὀργανισμοὶ δημοσίου δικαίου, ὡς τὸ Νοσοκομεῖον, ὁ Δῆμος καὶ ἄλλοι, διενεργοῦν τὰς προμηθείας των ἄνευ κανονικῶν δημοπρασιῶν, μὲ ἀποτέλεσμα νὰ ζημιοῦνται μὲ ποσὸν ἄνω τῶν 2.000.000 δραχμῶν ἐντὸς διετίας. Αἱ προμήθειαι γίνονται ἀπὸ τοὺς «ἡμετέρους» εἰς τιμὰς κατὰ πολὺ ἀνωτέρας τῶν τρεχουσῶν εἰς τὴν ἀγοράν. [766,483,947,637]
article-text: ΛΟΝΔΙΝΟΝ, 7. (Τάς). — Ὁ πρωθυπουργὸς Κρουστσὲφ ἀπέστειλε μήνυμα πρὸς τοὺς ἐπισκέπτας τῆς ἐκθέσεως, τονίζων τὴν σημασίαν τῶν ἐμπορικῶν σχέσεων μεταξὺ τῶν δύο χωρῶν. [206,803,376,874]
headline: ΤΡΕΙΣ ΑΘΛΗΤΑΙ ΑΥΤΟΚΙΝΗΤΟΔΡΟΜΩΝ ΚΑΤΕΦΥΓΟΝ ΕΙΣ ΒΟΝΝΗΝ [1339,359,1529,409]
headline: ΠΟΙΝΗ 2000 ΦΡΑΓΚΩΝ ΕΙΣ ΤΟΝ ΜΙΣΑΕΝ [1338,1366,1530,1400]
article-text: ΑΘΗΝΑΙ, 7. — Τὸ Νομισματικὸν συμβούλιον ἐνέκρινε τὴν χρηματοδότησιν τῶν ἀλευροβιομηχάνων διὰ τὴν ἀγορὰν σίτου ἐσοδείας 1961. [8,883,196,926]
article-text: ΑΘΗΝΑΙ, 7. — Ὑπὸ τοῦ ὑπουργείου Συγκοινωνιῶν προκηρύσσεται διαγωνισμὸς διὰ τὴν εἰσαγωγὴν μαθητῶν εἰς τὴν Ταχυδρομικὴν Σχολήν. [8,789,196,832]
article-text: ΣΕΟΥΛ, 7. (Ρώυτερ). — Ἀνεκοινώθη ὁ διορισμὸς νέου ὑπουργοῦ Ἀμύνης εἰς τὴν Νότιον Κορέαν. [566,1465,757,1497]
article-text: ΣΙΔΝΕΥ, 7. (Ἀσσ. Πρές). — Ἡ Πρασκόβια Καρίτα, ἡ ὁποία ἐξώρισθη ὑπὸ τῶν σοβιετικῶν εἰς Σιβηρίαν, ἔφθασε χθὲς εἰς Αὐστραλίαν μετὰ δεκαετῆ προσπάθειαν διὰ νὰ συναντήσῃ τὸν σύζυγόν της. [566,360,757,413]
subheadline: ΝΕΑ ΜΕΘΟΔΟΣ [1393,211,1476,223]
article-text: ΜΟΣΧΑ, 7. (Ἀσσ. Πρές). — Ὁ Πολωνὸς ἡγέτης Βλάντισλαβ Γκομούλκα μετέβη ἐκ Μόσχας εἰς Οὐλὰν Μπατὸρ διὰ ἐπίσημον ἐπίσκεψιν. [566,1259,757,1303]
article-text: Ἰδοὺ μερικὰ χαρακτηριστικὰ παραδείγματα: Τὸ κρέας ἀγοράζεται ἀντὶ 32 δραχμῶν τὴν ὀκᾶν ὅταν ἡ τιμὴ τῆς ἀγορᾶς εἶναι 26 δραχμαί. Τὸ ἔλαιον ἀντὶ 24 δραχμῶν, ἐνῷ εἰς τὴν ἀγορὰν πωλεῖται 19. Τὰ ὄσπρια, αἱ πατάται καὶ τὰ λοιπὰ εἴδη διατροφῆς ἀγοράζονται ἐπίσης εἰς ὑπερτιμημένας τιμάς. [1145,323,1326,430]
subheadline: Θὰ ἐπισκεφθῇ τὴν μεγάλην ἔκθεσιν [232,596,530,616]
headline: ΑΝΑΣΧΗΜΑΤΙΖΕΤΑΙ Η ΚΥΒΕΡΝΗΣΙΣ ΤΗΣ ΑΝ. ΓΕΡΜΑΝΙΑΣ [582,982,740,1033]
headline: ΕΙΣΑΓΩΓΗ ΜΑΘΗΤΩΝ ΕΙΣ ΤΗΝ ΤΑΧΥΔΡΟΜΙΚΗΝ ΣΧΟΛΗΝ ΤΩΝ ΑΘΗΝΩΝ [11,733,193,784]
subheadline: ΚΑΤΟΠΙΝ ΚΑΙΣΑΡΙΚΗΣ [602,539,721,552]
col2-top-label: Αἱ ἰδεολογικαί διαφοραί εἰς τό παραπέτασμα [253,13,511,52]
article-text: ΔΡΑΜΑ, 7. — Σκάνδαλον τεράστιας ἐκτάσεως, ὅλως εἰς βάρος τῶν τοπικῶν ἀρχῶν, ἀποκαλύπτεται εἰς τὴν Δράμαν. Ὀργανισμοὶ δημοσίου δικαίου, ὡς τὸ Νοσοκομεῖον, ὁ Δῆμος καὶ ἄλλοι, διενεργοῦν τὰς προμηθείας των ἄνευ κανονικῶν δημοπρασιῶν, μὲ ἀποτέλεσμα νὰ ζημιοῦνται μὲ ποσὸν ἄνω τῶν 2.000.000 δραχμῶν ἐντὸς διετίας. Αἱ προμήθειαι γίνονται ἀπὸ τοὺς «ἡμετέρους» εἰς τιμὰς κατὰ πολὺ ἀνωτέρας τῶν τρεχουσῶν εἰς τὴν ἀγοράν. [1145,435,1326,590]
headline-main-left: Κρουστσὲφ καὶ Μάο Τσὲ Τούγκ [216,173,547,236]
subheadline: ΕΙΣ ΔΕΜΑΤΑ ΕΝΤΟΣ ΕΝΟΣ ΕΤΟΥΣ [1337,283,1531,298]
article-text: ΧΟΛΛΥΓΟΥΝΤ, 7. (Ἀσσ. Πρές). — Ἡ Ἐλίζαμπεθ Τάιηλορ καὶ ὁ σύζυγός της Ἔντυ Φίσσερ, θὰ μεταβοῦν εἰς Μόσχαν ὡς μέλη τῆς ἀμερικανικῆς ἀντιπροσωπείας εἰς τὸ διεθνὲς κινηματογραφικὸν φεστιβὰλ τῆς Μόσχας. [206,1062,376,1145]
article-text: Ὑπάρχει ὑπουργικὴ ἀπόφασις ἐπιβάλλουσα τὴν διενέργειαν δημοπρασιῶν διὰ τὰς προμηθείας ἀξίας ἄνω τῶν 20.000 δραχμῶν. Οἱ ἁρμόδιοι ὅμως κατατέμνουν τὰς προμηθείας εἰς μικρὰ τμήματα, ὥστε νὰ ἀποφεύγουν τὸν διαγωνισμόν. [956,594,1137,678]
subheadline: ΕΦΙΛΟΤΕΧΝΗΘΗ ΥΠΟ ΤΟΥ ΤΙΣΙΑΝΟΥ [590,116,732,141]
column-rule [760,39,761,2396]
headline: ΘΑ ΕΠΙΣΚΕΦΘΗ ΚΑΙ ΤΟ ΜΑΝΤΣΕΣΤΕΡ [237,641,526,662]
article-text: ΑΘΗΝΑΙ, 7. — Διὰ Β.Δ. προήχθησαν εἰς τὸν βαθμὸν τοῦ ἀντιπλοιάρχου οἱ κάτωθι ἀξιωματικοὶ τοῦ Βασιλικοῦ Ναυτικοῦ: Γ. Κονδύλης, Π. Ἀθανασιάδης, Ν. Σπηλιώτης, Κ. Τσατσάνης, Δ. Βασιλείου, Χ. Καλέζης. [1336,1243,1532,1296]
headline: ΕΠΙΣΤΡΕΨΑΣΑ ΜΟΝΗ ΕΙΣ ΤΗΝ ΟΙΚΙΑΝ ΤΗΣ Η ΜΙΚΡΑ ΑΘΙΓΓΑΝΙΣ ΤΟΥ ΑΙΓΑΛΕΩ ΔΙΕΨΕΥΣΕΝ ΟΤΙ ΣΥΜΜΕΤΕΙΧΕΝ ΕΙΣ ΟΡΓΙΑ [236,1189,526,1242]
subheadline: εἰς τὸ ἐκεῖ κινηματογραφικὸν φεστιβάλ [215,1035,548,1055]
headline: ΠΡΟΑΓΩΓΑΙ ΑΞΙΩΜΑΤΙΚΩΝ ΤΟΥ ΝΑΥΤΙΚΟΥ [1336,1203,1532,1237]
article-text: ΑΘΗΝΑΙ, 7. — Προήχθησαν εἰς τὸν ἀνώτερον βαθμὸν οἱ κάτωθι τεχνικοὶ ὑπάλληλοι τοῦ ὑπουργείου Δημοσίων Ἔργων, κατόπιν ἀποφάσεως τοῦ ὑπηρεσιακοῦ συμβουλίου. [8,667,196,720]
subheadline: Πρὸς τὸ παρὸν τὸ Κρεμλῖνον [244,244,518,264]
article-text: ΛΟΝΔΙΝΟΝ, 7. (Ρώυτερ). — Μεγάλη συλλογὴ εἰδῶν πορσελάνης τοῦ ἐκθρονισθέντος βασιλέως τῆς Αἰγύπτου πρόκειται νὰ πωληθῇ εἰς δημοπρασίαν. [1336,926,1532,969]
article-text: ΣΙΔΝΕΥ, 7. (Ἀσσ. Πρές). — Ἡ Πρασκόβια Καρίτα, ἡ ὁποία ἐξώρισθη ὑπὸ τῶν σοβιετικῶν εἰς Σιβηρίαν, ἔφθασε χθὲς εἰς Αὐστραλίαν μετὰ δεκαετῆ προσπάθειαν διὰ νὰ συναντήσῃ τὸν σύζυγόν της. [566,417,757,471]
headline-main-left: Τὸ 22ον συνέδριον τοῦ ΚΚ Ρωσίας [210,47,552,118]
subheadline: Ἡ διαγωγὴ τῆς εἶναι σκανδαλώδης [234,1167,528,1187]
subheadline: Ἀνεκοινώθη ἐπισήμως εἰς τὴν Μόσχαν [219,519,543,539]
article-text: ΒΕΡΟΛΙΝΟΝ, ἀνατολικὸς τομεύς, 7. — Ἀνεκοινώθη ὅτι ἐπίκειται ἀνασχηματισμὸς τῆς κυβερνήσεως τῆς Ἀνατολικῆς Γερμανίας μετὰ τὴν σύγκλησιν τῆς Βουλῆς. [566,1038,757,1080]
headline: ΕΙΣ ΝΕΚΡΟΣ ΚΑΙ ΔΥΟ ΤΡΑΥΜΑΤΙΑΙ ΕΞ ΑΝΑΤΡΟΠΗΣ ΑΥΤΟΚΙΝΗΤΟΥ [1357,44,1511,111]
section-banner-kideiai: ΚΗΔΕΙΑΙ [8,1070,196,1106]
article-text: ΦΟΡΤ ΜΕΚΦΕΡΣΟΝ, Γεωργίας, 7. (Ἀσσ. Πρές). — Κεραυνὸς ἔπληξεν ὁμάδα στρατιωτῶν κατὰ τὴν διάρκειαν ἀσκήσεων. Ἐφονεύθησαν τέσσαρες καὶ ἐτραυματίσθησαν 15. [1336,582,1532,636]
article-text: Ἀπὸ τὴν ἔρευναν ἡ ὁποία διενεργήθη προκύπτει ὅτι ἡ συνολικὴ ζημία ἀνέρχεται εἰς ποσὸν ἄνω τῶν δύο ἑκατομμυρίων δραχμῶν. Ἐπιβάλλεται διὰ τοῦτο ὁ ἄμεσος καὶ αὐστηρὸς ἔλεγχος τῶν ὑπευθύνων. ΑΝΤ. Β. ΚΑΣΤΡΙΝΟΣ [1145,614,1326,697]
article-text: ΛΟΝΔΙΝΟΝ, 7. (Τάς). — Ὁ πρωθυπουργὸς Κρουστσὲφ ἀπέστειλε μήνυμα πρὸς τοὺς ἐπισκέπτας τῆς ἐκθέσεως, τονίζων τὴν σημασίαν τῶν ἐμπορικῶν σχέσεων μεταξὺ τῶν δύο χωρῶν. [386,803,556,874]
article-text: ΚΩΝΣΤΑΝΤΙΝΟΥΠΟΛΙΣ, 7. — Ἡ τουρκικὴ κυβέρνησις ἐπληροφορήθη ὅτι ἐπωλήθη εἰς δημοπρασίαν ἐν Λονδίνῳ πίναξ τοῦ Σουλεϊμὰν τοῦ Μεγαλοπρεποῦς ἀντὶ ποσοῦ 277.000 στερλινῶν, ἔργον τοῦ Τισιανοῦ. [566,203,757,257]
headline: ΤΟ ΕΡΓΟΣΤΑΣΙΟΝ «ΛΙΠΤΟΛ» ΑΠΕΙΛΕΙ ΝΑ ΑΠΟΛΥΣΗ ΤΟΥΣ ΕΡΓΑΤΑΣ ΤΟΥ ΕΑΝ ΣΥΝΕΧΙΣΟΥΝ ΤΗΝ ΑΠΕΡΓΙΑΝ ΤΩΝ [234,1376,528,1459]
